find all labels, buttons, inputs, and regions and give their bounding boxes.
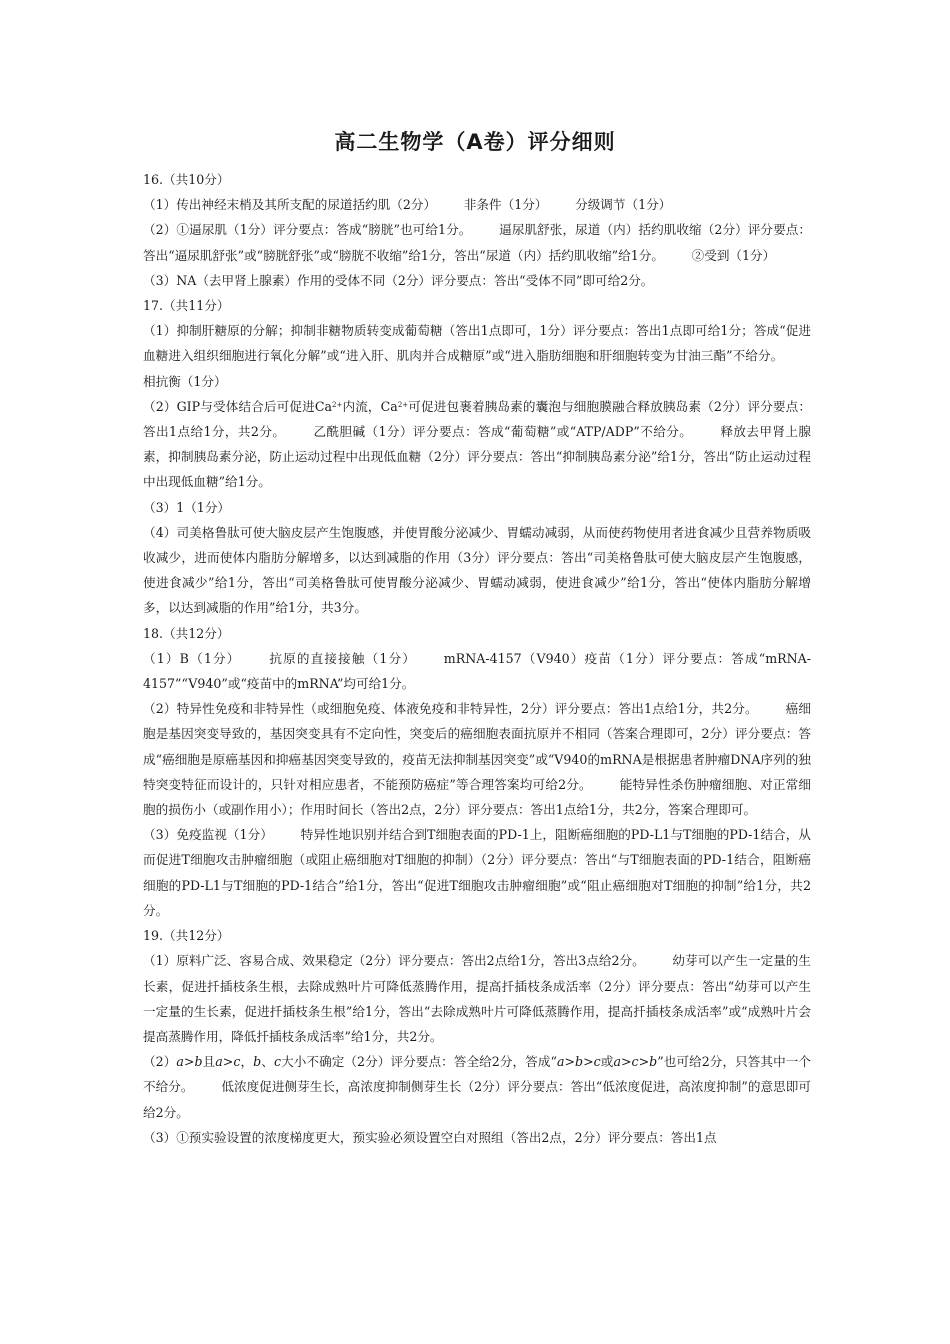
q18-part1: （1）B（1分） 抗原的直接接触（1分） mRNA-4157（V940）疫苗（1分）评分要点：答成“mRNA-4157”“V940”或“疫苗中的mRNA”均可给1分。 [143,650,812,692]
q16-heading: 16.（共10分） [143,172,230,187]
q16-part1: （1）传出神经末梢及其所支配的尿道括约肌（2分） 非条件（1分） 分级调节（1分） [143,197,672,213]
q17-part4: （4）司美格鲁肽可使大脑皮层产生饱腹感，并使胃酸分泌减少、胃蠕动减弱，从而使药物使用者进食减少且营养物质吸收减少，进而使体内脂肪分解增多，以达到减脂的作用（3分）评分要点：答出“司美格鲁肽可使大脑皮层产生饱腹感，使进食减少”给1分，答出“司美格鲁肽可使胃酸分泌减少、胃蠕动减弱，使进食减少”给1分，答出“使体内脂肪分解增多，以达到减脂的作用”给1分，共3分。 [143,524,811,616]
q19-part1: （1）原料广泛、容易合成、效果稳定（2分）评分要点：答出2点给1分，答出3点给2分。 幼芽可以产生一定量的生长素，促进扦插枝条生根，去除成熟叶片可降低蒸腾作用，提高扦插枝条成活率（2分）评分要点：答出“幼芽可以产生一定量的生长素，促进扦插枝条生根”给1分，答出“去除成熟叶片可降低蒸腾作用，提高扦插枝条成活率”或“成熟叶片会提高蒸腾作用，降低扦插枝条成活率”给1分，共2分。 [143,953,811,1044]
q18-heading: 18.（共12分） [143,625,230,641]
q17-part3: （3）1（1分） [143,499,231,515]
q19-heading: 19.（共12分） [143,928,230,944]
q17-part1: （1）抑制肝糖原的分解；抑制非糖物质转变成葡萄糖（答出1点即可，1分）评分要点：答出1点即可给1分；答成“促进血糖进入组织细胞进行氧化分解”或“进入肝、肌肉并合成糖原”或“进入脂肪细胞和肝细胞转变为甘油三酯”不给分。相抗衡（1分） [143,323,811,389]
q17-part2: （2）GIP与受体结合后可促进$Ca^{2+}$内流，$Ca^{2+}$可促进包裹着胰岛素的囊泡与细胞膜融合释放胰岛素（2分）评分要点：答出1点给1分，共2分。 乙酰胆碱（1分）评分要点：答成“葡萄糖”或“ATP/ADP”不给分。 释放去甲肾上腺素，抑制胰岛素分泌，防止运动过程中出现低血糖（2分）评分要点：答出“抑制胰岛素分泌”给1分，答出“防止运动过程中出现低血糖”给1分。 [143,398,811,490]
q19-part2: （2）a>b且a>c，b、c大小不确定（2分）评分要点：答全给2分，答成“a>b>c或a>c>b”也可给2分，只答其中一个不给分。 低浓度促进侧芽生长，高浓度抑制侧芽生长（2分）评分要点：答出“低浓度促进，高浓度抑制”的意思即可给2分。 [143,1054,812,1120]
q16-part2: （2）①逼尿肌（1分）评分要点：答成“膀胱”也可给1分。 逼尿肌舒张，尿道（内）括约肌收缩（2分）评分要点：答出“逼尿肌舒张”或“膀胱舒张”或“膀胱不收缩”给1分，答出“尿道（内）括约肌收缩”给1分。 ②受到（1分） [143,222,811,263]
document-body [143,167,811,1150]
q18-part3: （3）免疫监视（1分） 特异性地识别并结合到T细胞表面的PD-1上，阻断癌细胞的PD-L1与T细胞的PD-1结合，从而促进T细胞攻击肿瘤细胞（或阻止癌细胞对T细胞的抑制）（2分）评分要点：答出“与T细胞表面的PD-1结合，阻断癌细胞的PD-L1与T细胞的PD-1结合”给1分，答出“促进T细胞攻击肿瘤细胞”或“阻止癌细胞对T细胞的抑制”给1分，共2分。 [143,827,811,918]
page-title: 高二生物学（A卷）评分细则 [334,130,616,154]
q19-part3: （3）①预实验设置的浓度梯度更大，预实验必须设置空白对照组（答出2点，2分）评分要点：答出1点 [143,1129,717,1145]
q17-heading: 17.（共11分） [143,298,230,314]
q18-part2: （2）特异性免疫和非特异性（或细胞免疫、体液免疫和非特异性，2分）评分要点：答出1点给1分，共2分。 癌细胞是基因突变导致的，基因突变具有不定向性，突变后的癌细胞表面抗原并不相同（答案合理即可，2分）评分要点：答成“癌细胞是原癌基因和抑癌基因突变导致的，疫苗无法抑制基因突变”或“V940的mRNA是根据患者肿瘤DNA序列的独特突变特征而设计的，只针对相应患者，不能预防癌症”等合理答案均可给2分。 能特异性杀伤肿瘤细胞、对正常细胞的损伤小（或副作用小）；作用时间长（答出2点，2分）评分要点：答出1点给1分，共2分，答案合理即可。 [143,701,812,818]
q16-part3: （3）NA（去甲肾上腺素）作用的受体不同（2分）评分要点：答出“受体不同”即可给2分。 [143,272,654,288]
